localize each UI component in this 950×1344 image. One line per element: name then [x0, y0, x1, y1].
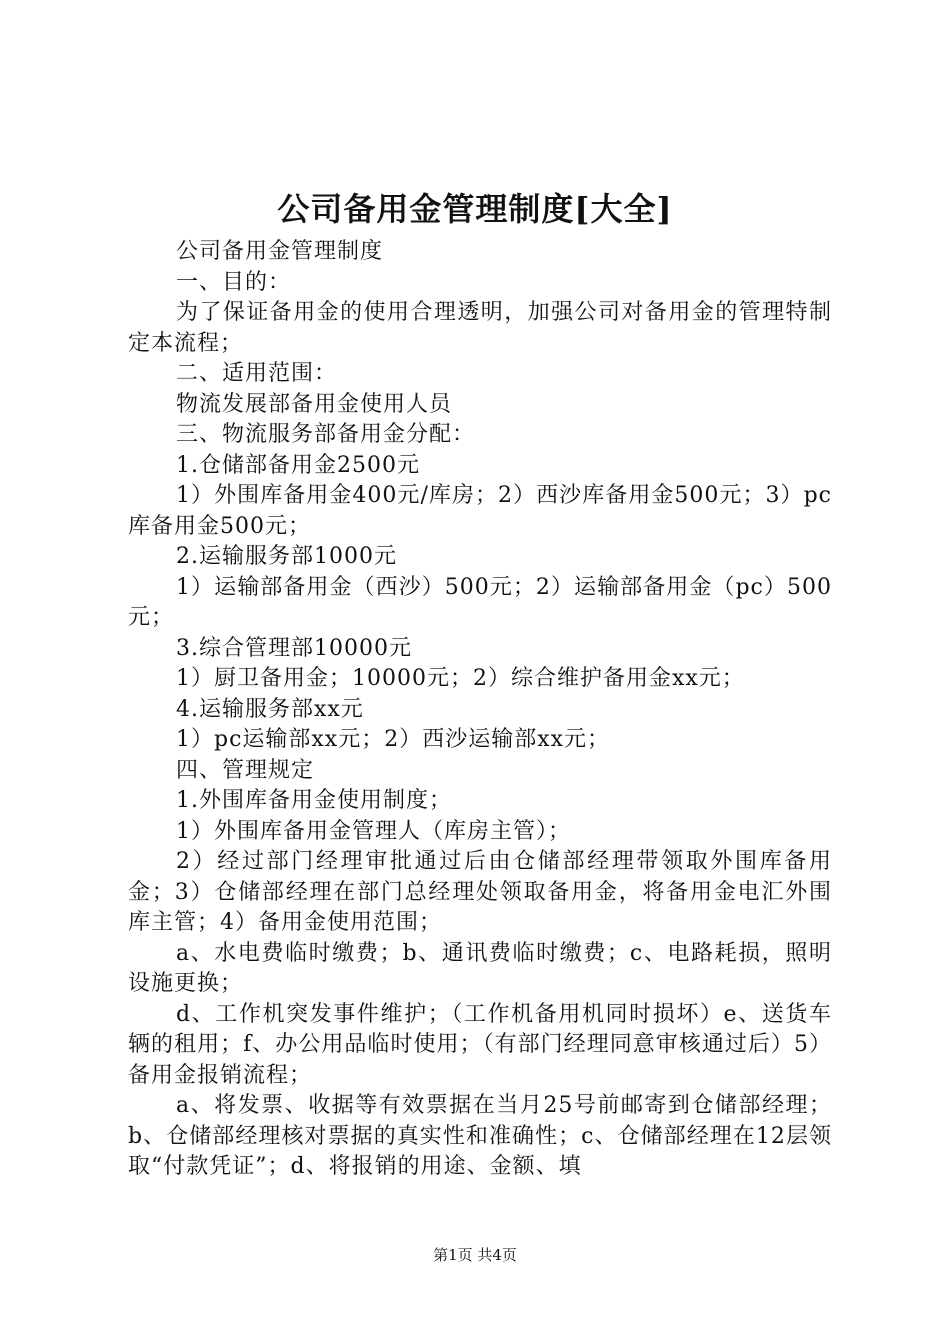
paragraph: a、将发票、收据等有效票据在当月25号前邮寄到仓储部经理；b、仓储部经理核对票据的真实性和准确性；c、仓储部经理在12层领取“付款凭证”；d、将报销的用途、金额、填 — [128, 1093, 832, 1179]
paragraph: a、水电费临时缴费；b、通讯费临时缴费；c、电路耗损，照明设施更换； — [128, 940, 832, 996]
paragraph: 一、目的： — [176, 269, 292, 295]
paragraph: 3.综合管理部10000元 — [176, 635, 412, 661]
document-title: 公司备用金管理制度[大全] — [277, 190, 673, 228]
paragraph: 2）经过部门经理审批通过后由仓储部经理带领取外围库备用金；3）仓储部经理在部门总经理处领取备用金，将备用金电汇外围库主管；4）备用金使用范围； — [128, 849, 832, 935]
paragraph: 1）外围库备用金400元/库房；2）西沙库备用金500元；3）pc库备用金500元； — [128, 483, 832, 539]
paragraph: 1）运输部备用金（西沙）500元；2）运输部备用金（pc）500元； — [128, 574, 832, 630]
paragraph: 物流发展部备用金使用人员 — [176, 391, 453, 417]
paragraph: 1）外围库备用金管理人（库房主管）； — [176, 818, 571, 844]
page-footer: 第1页 共4页 — [433, 1246, 517, 1264]
paragraph: d、工作机突发事件维护；（工作机备用机同时损坏）e、送货车辆的租用；f、办公用品临时使用；（有部门经理同意审核通过后）5）备用金报销流程； — [128, 1001, 832, 1088]
paragraph: 2.运输服务部1000元 — [176, 544, 397, 569]
paragraph: 1.仓储部备用金2500元 — [176, 452, 420, 478]
paragraph: 二、适用范围： — [176, 361, 338, 386]
paragraph: 公司备用金管理制度 — [176, 239, 384, 264]
paragraph: 为了保证备用金的使用合理透明，加强公司对备用金的管理特制定本流程； — [128, 300, 832, 356]
document-body — [128, 237, 832, 1183]
paragraph: 四、管理规定 — [176, 757, 315, 783]
paragraph: 1）pc运输部xx元；2）西沙运输部xx元； — [176, 727, 611, 752]
paragraph: 1）厨卫备用金；10000元；2）综合维护备用金xx元； — [176, 666, 745, 691]
paragraph: 4.运输服务部xx元 — [176, 696, 364, 722]
paragraph: 三、物流服务部备用金分配： — [176, 422, 476, 447]
paragraph: 1.外围库备用金使用制度； — [176, 788, 452, 813]
